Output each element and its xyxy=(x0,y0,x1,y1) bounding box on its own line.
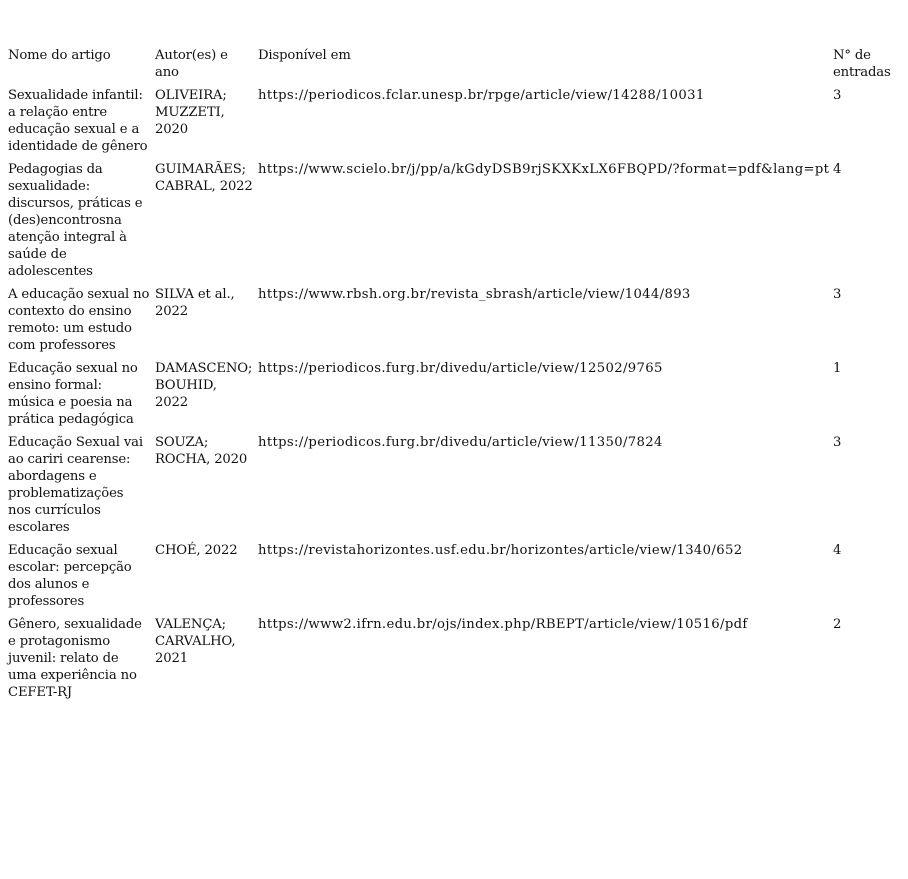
article-url[interactable]: https://periodicos.furg.br/divedu/article/view/12502/9765 xyxy=(258,361,663,376)
table-row xyxy=(5,87,897,161)
article-title: Gênero, sexualidade e protagonismo juvenil: relato de uma experiência no CEFET-RJ xyxy=(8,617,142,700)
table-row xyxy=(5,360,897,434)
header-title: Nome do artigo xyxy=(8,48,111,63)
article-title: Educação sexual no ensino formal: música e poesia na prática pedagógica xyxy=(8,361,138,427)
article-authors: OLIVEIRA; MUZZETI, 2020 xyxy=(155,88,227,137)
article-url[interactable]: https://www2.ifrn.edu.br/ojs/index.php/RBEPT/article/view/10516/pdf xyxy=(258,617,748,632)
article-authors: SOUZA; ROCHA, 2020 xyxy=(155,435,248,467)
article-title: Educação Sexual vai ao cariri cearense: abordagens e problematizações nos currículos escolares xyxy=(8,435,143,535)
article-title: A educação sexual no contexto do ensino remoto: um estudo com professores xyxy=(8,287,150,353)
table-row xyxy=(5,286,897,360)
article-authors: SILVA et al., 2022 xyxy=(155,287,235,319)
article-entries: 4 xyxy=(833,543,842,558)
article-authors: DAMASCENO; BOUHID, 2022 xyxy=(155,361,253,410)
article-entries: 1 xyxy=(833,361,842,376)
table-row xyxy=(5,434,897,542)
table-row xyxy=(5,542,897,616)
table-header-row xyxy=(5,47,897,87)
article-url[interactable]: https://www.rbsh.org.br/revista_sbrash/article/view/1044/893 xyxy=(258,287,691,302)
article-entries: 4 xyxy=(833,162,842,177)
article-url[interactable]: https://periodicos.fclar.unesp.br/rpge/article/view/14288/10031 xyxy=(258,88,705,103)
article-entries: 3 xyxy=(833,287,842,302)
article-entries: 3 xyxy=(833,88,842,103)
article-url[interactable]: https://revistahorizontes.usf.edu.br/horizontes/article/view/1340/652 xyxy=(258,543,743,558)
article-url[interactable]: https://periodicos.furg.br/divedu/article/view/11350/7824 xyxy=(258,435,663,450)
article-authors: VALENÇA; CARVALHO, 2021 xyxy=(155,617,236,666)
article-entries: 3 xyxy=(833,435,842,450)
article-url[interactable]: https://www.scielo.br/j/pp/a/kGdyDSB9rjSKXKxLX6FBQPD/?format=pdf&lang=pt xyxy=(258,162,830,177)
header-entries: N° de entradas xyxy=(833,48,891,80)
article-title: Educação sexual escolar: percepção dos alunos e professores xyxy=(8,543,132,609)
article-title: Sexualidade infantil: a relação entre educação sexual e a identidade de gênero xyxy=(8,88,148,154)
header-url: Disponível em xyxy=(258,48,351,63)
article-title: Pedagogias da sexualidade: discursos, práticas e (des)encontrosna atenção integral à saúde de adolescentes xyxy=(8,162,143,279)
article-authors: CHOÉ, 2022 xyxy=(155,543,238,558)
table-row xyxy=(5,161,897,286)
table-row xyxy=(5,616,897,707)
header-authors: Autor(es) e ano xyxy=(155,48,228,80)
article-entries: 2 xyxy=(833,617,842,632)
articles-table xyxy=(5,47,897,707)
article-authors: GUIMARÃES; CABRAL, 2022 xyxy=(155,162,253,194)
